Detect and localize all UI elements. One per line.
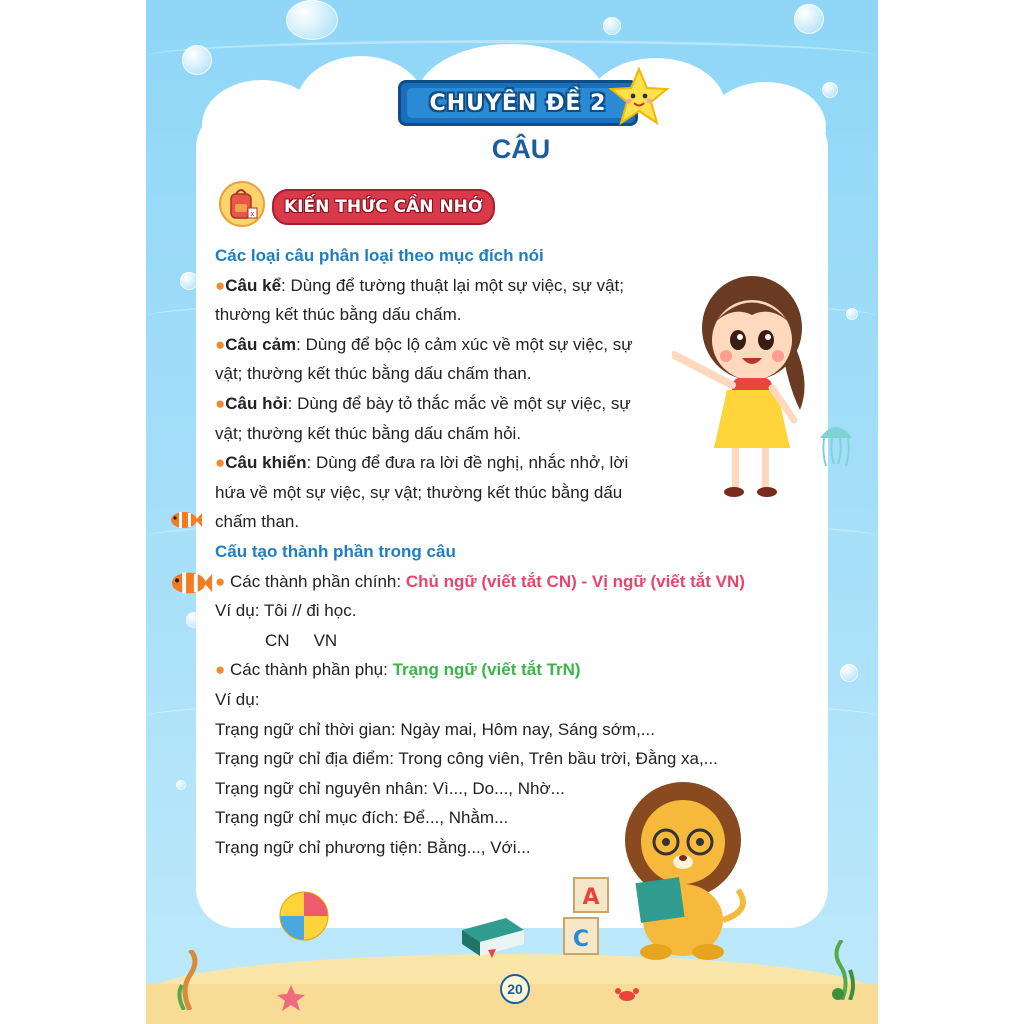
starfish-icon xyxy=(276,984,306,1012)
bullet-icon: ● xyxy=(215,275,226,295)
sentence-type-item: ●Câu khiến: Dùng để đưa ra lời đề nghị, nhắc nhở, lời xyxy=(215,453,629,473)
bubble xyxy=(840,664,858,682)
bubble xyxy=(286,0,338,40)
bubble xyxy=(176,780,186,790)
jellyfish-icon xyxy=(814,418,858,468)
bubble xyxy=(182,45,212,75)
lion-illustration xyxy=(608,780,758,960)
chapter-title: CHUYÊN ĐỀ 2 xyxy=(429,90,607,116)
block-letter-c: C xyxy=(572,927,590,952)
sentence-type-continuation: vật; thường kết thúc bằng dấu chấm hỏi. xyxy=(215,423,522,443)
bullet-icon: ● xyxy=(215,453,226,473)
sentence-type-continuation: vật; thường kết thúc bằng dấu chấm than. xyxy=(215,364,532,384)
sentence-type-item: ●Câu hỏi: Dùng để bày tỏ thắc mắc về một sự việc, sự xyxy=(215,393,631,413)
bullet-icon: ● xyxy=(215,571,226,591)
seaweed-icon xyxy=(822,940,862,1000)
structure-heading: Cấu tạo thành phần trong câu xyxy=(215,541,456,561)
adverbial-example: Trạng ngữ chỉ mục đích: Để..., Nhằm... xyxy=(215,808,509,828)
beach-ball-icon xyxy=(278,890,330,942)
bubble xyxy=(822,82,838,98)
sentence-type-item: ●Câu cảm: Dùng để bộc lộ cảm xúc về một sự việc, sự xyxy=(215,334,633,354)
sentence-type-continuation: hứa về một sự việc, sự vật; thường kết thúc bằng dấu xyxy=(215,482,623,502)
purpose-heading: Các loại câu phân loại theo mục đích nói xyxy=(215,246,544,265)
section-heading: KIẾN THỨC CẦN NHỚ xyxy=(272,189,495,225)
clownfish-icon xyxy=(168,570,212,596)
example-labels: CN VN xyxy=(265,630,338,650)
adverbial-example: Trạng ngữ chỉ địa điểm: Trong công viên, Trên bầu trời, Đằng xa,... xyxy=(215,749,718,769)
sub-components: ● Các thành phần phụ: Trạng ngữ (viết tắt TrN) xyxy=(215,660,581,680)
bubble xyxy=(846,308,858,320)
bubble xyxy=(794,4,824,34)
page-number: 20 xyxy=(500,974,530,1004)
examples-label: Ví dụ: xyxy=(215,689,260,709)
seaweed-icon xyxy=(170,950,210,1010)
star-icon xyxy=(608,66,670,128)
example-line: Ví dụ: Tôi // đi học. xyxy=(215,601,357,621)
adverbial-example: Trạng ngữ chỉ phương tiện: Bằng..., Với... xyxy=(215,837,531,857)
bullet-icon: ● xyxy=(215,660,226,680)
sentence-type-continuation: chấm than. xyxy=(215,512,300,532)
sentence-type-continuation: thường kết thúc bằng dấu chấm. xyxy=(215,305,462,325)
clownfish-icon xyxy=(168,510,202,530)
subject-title: CÂU xyxy=(491,134,551,164)
bubble xyxy=(603,17,621,35)
page-background xyxy=(146,0,878,1024)
adverbial-example: Trạng ngữ chỉ thời gian: Ngày mai, Hôm nay, Sáng sớm,... xyxy=(215,719,655,739)
crab-icon xyxy=(614,985,640,1003)
svg-text:x: x xyxy=(250,210,255,218)
block-letter-a: A xyxy=(582,885,600,910)
adverbial-example: Trạng ngữ chỉ nguyên nhân: Vì..., Do..., Nhờ... xyxy=(215,778,565,798)
main-components: ● Các thành phần chính: Chủ ngữ (viết tắt CN) - Vị ngữ (viết tắt VN) xyxy=(215,571,745,591)
sentence-type-item: ●Câu kể: Dùng để tường thuật lại một sự việc, sự vật; xyxy=(215,275,624,295)
chapter-banner xyxy=(398,80,638,126)
book-icon xyxy=(458,910,528,958)
bullet-icon: ● xyxy=(215,334,226,354)
backpack-icon xyxy=(218,180,266,228)
girl-illustration xyxy=(672,270,822,500)
bullet-icon: ● xyxy=(215,393,226,413)
